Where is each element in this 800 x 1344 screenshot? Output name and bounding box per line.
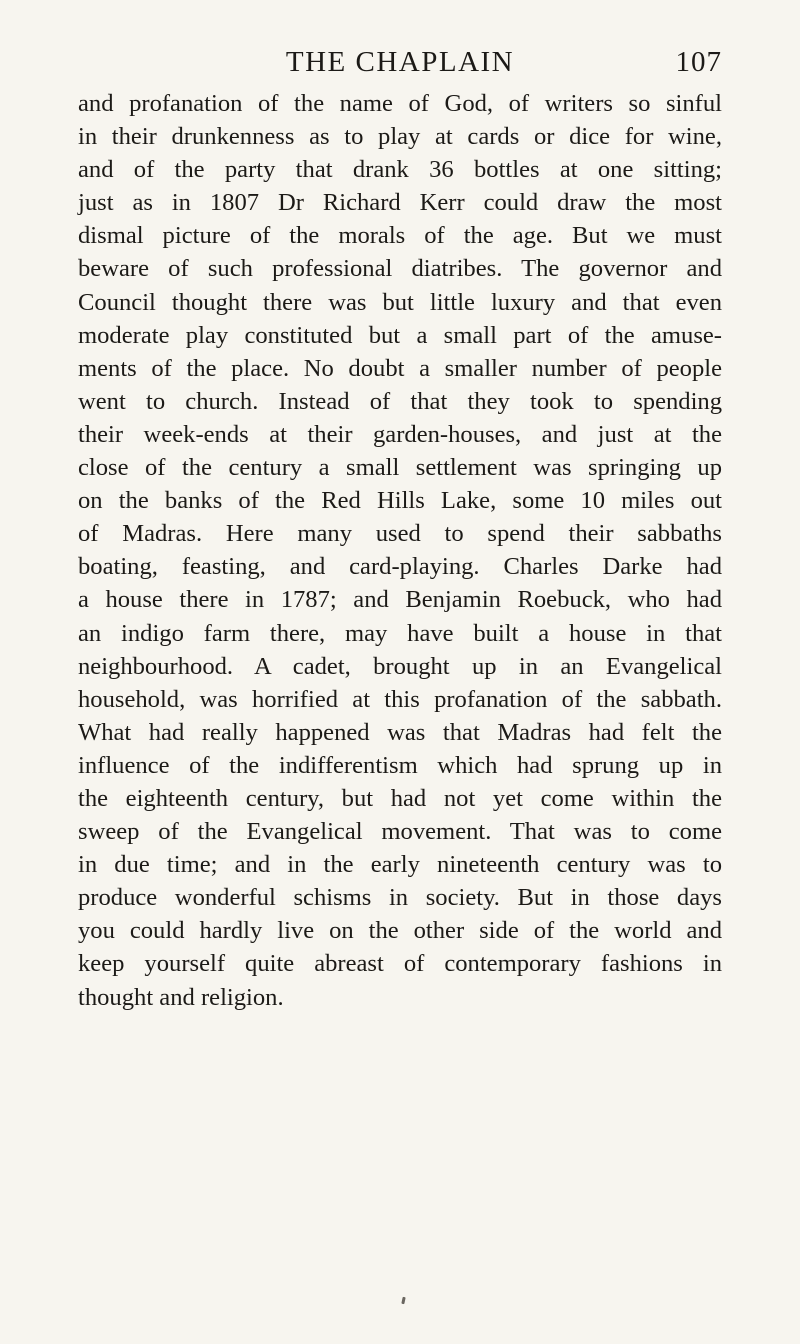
text-line: keep yourself quite abreast of contemporary fashions in bbox=[78, 950, 722, 978]
text-line: beware of such professional diatribes. The governor and bbox=[78, 255, 722, 283]
text-line: dismal picture of the morals of the age. But we must bbox=[78, 222, 722, 250]
text-line: of Madras. Here many used to spend their sabbaths bbox=[78, 520, 722, 548]
running-head bbox=[78, 42, 722, 82]
text-line: household, was horrified at this profanation of the sabbath. bbox=[78, 685, 722, 713]
text-line: just as in 1807 Dr Richard Kerr could draw the most bbox=[78, 189, 722, 217]
text-line: close of the century a small settlement was springing up bbox=[78, 454, 722, 482]
text-line: in their drunkenness as to play at cards or dice for wine, bbox=[78, 123, 722, 151]
text-line: and of the party that drank 36 bottles at one sitting; bbox=[78, 156, 722, 184]
text-line: neighbourhood. A cadet, brought up in an Evangelical bbox=[78, 652, 722, 680]
text-line: on the banks of the Red Hills Lake, some 10 miles out bbox=[78, 487, 722, 515]
text-line: ments of the place. No doubt a smaller number of people bbox=[78, 354, 722, 382]
text-line: an indigo farm there, may have built a house in that bbox=[78, 619, 722, 647]
text-line: sweep of the Evangelical movement. That was to come bbox=[78, 818, 722, 846]
text-line: produce wonderful schisms in society. But in those days bbox=[78, 884, 722, 912]
ink-speck bbox=[401, 1297, 405, 1304]
text-line: Council thought there was but little luxury and that even bbox=[78, 288, 722, 316]
text-line: their week-ends at their garden-houses, and just at the bbox=[78, 420, 722, 448]
text-line: you could hardly live on the other side of the world and bbox=[78, 917, 722, 945]
text-line: and profanation of the name of God, of writers so sinful bbox=[78, 90, 722, 117]
text-line: influence of the indifferentism which had sprung up in bbox=[78, 751, 722, 779]
text-line-last: thought and religion. bbox=[78, 983, 284, 1011]
text-line: moderate play constituted but a small part of the amuse- bbox=[78, 321, 722, 349]
text-line: in due time; and in the early nineteenth century was to bbox=[78, 851, 722, 879]
running-title: THE CHAPLAIN bbox=[285, 46, 515, 78]
text-line: a house there in 1787; and Benjamin Roebuck, who had bbox=[78, 586, 722, 614]
text-line: boating, feasting, and card-playing. Charles Darke had bbox=[78, 553, 722, 581]
body-paragraph bbox=[78, 87, 722, 1014]
text-line: What had really happened was that Madras had felt the bbox=[78, 718, 722, 746]
text-line: the eighteenth century, but had not yet come within the bbox=[78, 784, 722, 812]
text-line: went to church. Instead of that they took to spending bbox=[78, 387, 722, 415]
page-number: 107 bbox=[675, 46, 722, 78]
